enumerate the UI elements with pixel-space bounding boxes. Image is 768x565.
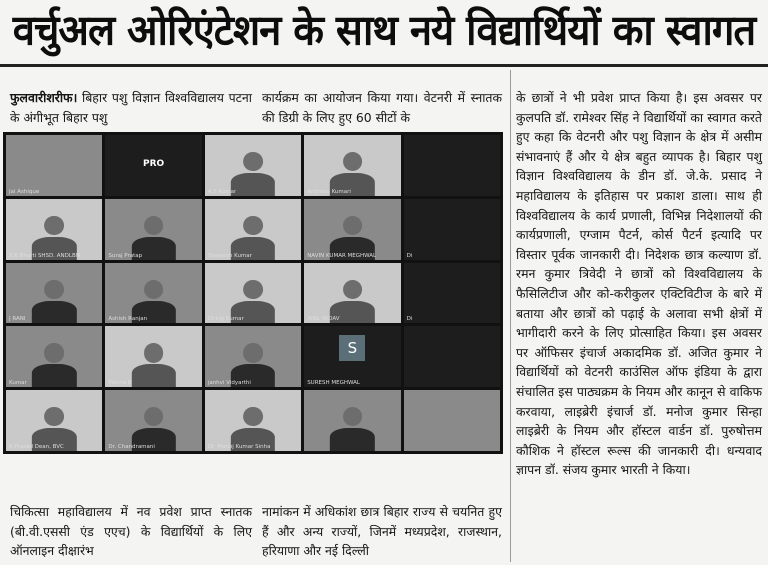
participant-tile <box>6 390 102 451</box>
participant-head <box>144 216 164 235</box>
column-2-bottom-text: नामांकन में अधिकांश छात्र बिहार राज्य से चयनित हुए हैं और अन्य राज्यों, जिनमें मध्यप्रदेश, राजस्थान, हरियाणा और नई दिल्ली <box>262 504 502 559</box>
participant-name: Jal Ashique <box>9 188 40 195</box>
participant-name: A.S Kumar <box>207 188 237 195</box>
participant-tile <box>205 326 301 387</box>
participant-name: Dr. Manoj Kumar Sinha <box>207 443 271 450</box>
participant-tile <box>304 135 400 196</box>
participant-tile <box>105 390 201 451</box>
participant-head <box>243 343 263 362</box>
participant-head <box>44 407 64 426</box>
headline: वर्चुअल ओरिएंटेशन के साथ नये विद्यार्थियों का स्वागत <box>12 6 756 56</box>
participant-tile <box>304 263 400 324</box>
participant-name: Kumar <box>9 380 27 387</box>
participant-head <box>44 343 64 362</box>
participant-body <box>330 428 374 451</box>
participant-tile <box>404 390 500 451</box>
participant-head <box>243 152 263 171</box>
participant-body <box>231 173 275 196</box>
participant-tile <box>105 263 201 324</box>
participant-figure <box>32 343 76 387</box>
participant-name: K Prasad Dean, BVC <box>9 443 64 450</box>
participant-tile <box>105 135 201 196</box>
participant-name: Shawesh Kumar <box>207 252 252 259</box>
participant-head <box>343 152 363 171</box>
participant-figure <box>32 280 76 324</box>
participant-tile <box>404 199 500 260</box>
participant-name: janhvi Vidyarthi <box>207 380 251 387</box>
participant-head <box>44 280 64 299</box>
column-2-top <box>262 88 502 127</box>
participant-body <box>32 301 76 324</box>
participant-tile <box>205 199 301 260</box>
participant-head <box>343 407 363 426</box>
participant-name: Archana Kumari <box>307 188 351 195</box>
column-1-top-text: बिहार पशु विज्ञान विश्वविद्यालय पटना के अंगीभूत बिहार पशु <box>10 90 252 125</box>
participant-head <box>144 280 164 299</box>
participant-name: Prerna B <box>108 380 132 387</box>
participant-tile <box>6 199 102 260</box>
participant-head <box>44 216 64 235</box>
participant-head <box>343 216 363 235</box>
column-3-text: के छात्रों ने भी प्रवेश प्राप्त किया है। इस अवसर पर कुलपति डॉ. रामेश्वर सिंह ने विद्यार्थियों का स्वागत करते हुए कहा कि वेटनरी और पशु विज्ञान के क्षेत्र में असीम संभावनाएं हैं और ये क्षेत्र बहुत व्यापक है। बिहार पशु विज्ञान विश्वविद्यालय के डीन डॉ. जे.के. प्रसाद ने महाविद्यालय के इतिहास पर प्रकाश डाला। साथ ही विश्वविद्यालय के कार्य प्रणाली, विभिन्न निदेशालयों की कार्यप्रणाली, एग्जाम पैटर्न, कोर्स पैटर्न इत्यादि पर विस्तार पूर्वक जानकारी दी। निदेशक छात्र कल्याण डॉ. रमन कुमार त्रिवेदी ने छात्रों को विश्वविद्यालय के फैसिलिटीज और को-करीकुलर एक्टिविटीज के बारे में बताया और छात्रों को पढ़ाई के अलावा सभी क्षेत्रों में भागीदारी करने के लिए प्रोत्साहित किया। इस अवसर पर ऑफिसर इंचार्ज अकादमिक डॉ. अजित कुमार ने विद्यार्थियों को वेटनरी काउंसिल ऑफ इंडिया के द्वारा संचालित इस पाठ्यक्रम के नियम और कानून से वाकिफ करवाया, लाइब्रेरी इंचार्ज डॉ. मनोज कुमार सिन्हा लाइब्रेरी के नियम और हॉस्टल वार्डन डॉ. पुरुषोत्तम कौशिक ने हॉस्टल रूल्स की जानकारी दी। धन्यवाद ज्ञापन डॉ. संजय कुमार भारती ने किया। <box>516 90 762 478</box>
participant-tile <box>105 326 201 387</box>
participant-name: Di <box>406 316 413 323</box>
participant-name: Suraj Pratap <box>108 252 143 259</box>
participant-figure <box>131 343 175 387</box>
headline-rule <box>0 64 768 67</box>
participant-name: SURESH MEGHWAL <box>307 380 360 387</box>
participant-head <box>144 343 164 362</box>
participant-name: NAVIN KUMAR MEGHWAL <box>307 252 377 259</box>
participant-name: J RANI <box>9 316 26 323</box>
participant-tile <box>304 326 400 387</box>
participant-name: S.K Bharti SHSD. ANDLBM <box>9 252 81 259</box>
participant-tile <box>404 135 500 196</box>
participant-figure <box>231 152 275 196</box>
participant-tile <box>205 390 301 451</box>
participant-tile <box>205 135 301 196</box>
participant-head <box>243 216 263 235</box>
video-conference-photo <box>3 132 503 454</box>
avatar: S <box>339 335 365 361</box>
participant-name: Dr. Chandramani <box>108 443 155 450</box>
tile-label: PRO <box>143 159 165 170</box>
column-1-bottom-text: चिकित्सा महाविद्यालय में नव प्रवेश प्राप्त स्नातक (बी.वी.एससी एंड एएच) के विद्यार्थियों के लिए ऑनलाइन दीक्षारंभ <box>10 504 252 559</box>
participant-tile <box>304 390 400 451</box>
participant-name: Ashish Ranjan <box>108 316 148 323</box>
column-divider <box>510 70 511 562</box>
participant-name: Di <box>406 252 413 259</box>
participant-name: ANIL YADAV <box>307 316 340 323</box>
participant-tile <box>6 326 102 387</box>
participant-figure <box>330 407 374 451</box>
participant-body <box>32 364 76 387</box>
participant-tile <box>6 263 102 324</box>
column-2-bottom <box>262 502 502 561</box>
column-1-top <box>10 88 252 127</box>
column-3 <box>516 88 762 480</box>
column-1-bottom <box>10 502 252 561</box>
participant-tile <box>6 135 102 196</box>
participant-tile <box>304 199 400 260</box>
participant-tile <box>404 326 500 387</box>
participant-head <box>243 407 263 426</box>
participant-head <box>343 280 363 299</box>
participant-tile <box>404 263 500 324</box>
dateline: फुलवारीशरीफ। <box>10 90 78 105</box>
participant-tile <box>205 263 301 324</box>
participant-head <box>144 407 164 426</box>
participant-body <box>131 364 175 387</box>
participant-name: Dhiraj Kumar <box>207 316 244 323</box>
column-2-top-text: कार्यक्रम का आयोजन किया गया। वेटनरी में स्नातक की डिग्री के लिए हुए 60 सीटों के <box>262 90 502 125</box>
participant-head <box>243 280 263 299</box>
participant-grid <box>3 132 503 454</box>
participant-tile <box>105 199 201 260</box>
